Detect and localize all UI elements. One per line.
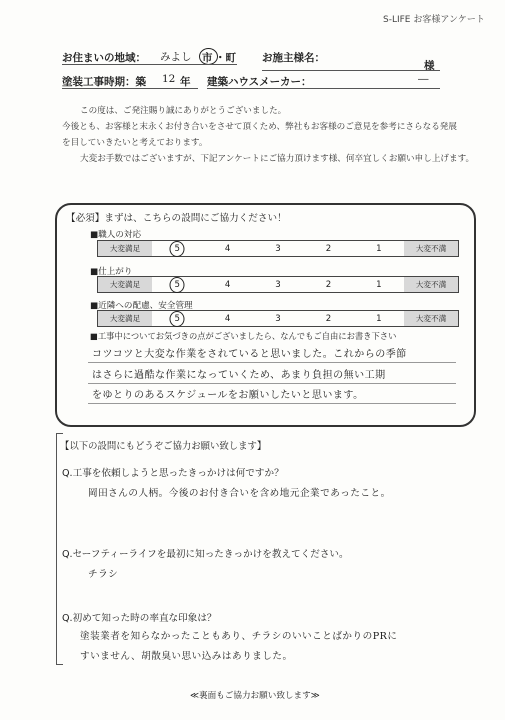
answer-3-line-2: すいません、胡散臭い思い込みはありました。 <box>80 651 293 662</box>
comment-line-1: コツコツと大変な作業をされていると思いました。これからの季節 <box>92 349 407 360</box>
owner-name-underline <box>262 70 440 71</box>
rating-option-1[interactable]: 1 <box>376 243 382 254</box>
intro-line-2: 今後とも、お客様と末永くお付き合いをさせて頂くため、弊社もお客様のご意見を参考にさらなる発展 <box>62 122 457 132</box>
rating-option-1[interactable]: 1 <box>376 279 382 290</box>
maker-value: ― <box>418 73 429 85</box>
comment-line-2: はさらに過酷な作業になっていくため、あまり負担の無い工期 <box>92 370 386 381</box>
town-mark: ・町 <box>215 52 236 64</box>
owner-name-suffix: 様 <box>424 60 435 72</box>
required-section-title: 【必須】まずは、こちらの設問にご協力ください！ <box>66 213 287 224</box>
comment-rule-3 <box>88 403 456 404</box>
question-2: Q.セーフティーライフを最初に知ったきっかけを教えてください。 <box>62 549 349 560</box>
survey-header-tag: S-LIFE お客様アンケート <box>383 15 485 25</box>
rating-item-3-label: ■近隣への配慮、安全管理 <box>90 301 193 311</box>
city-mark: 市 <box>202 52 213 64</box>
answer-2-line-1: チラシ <box>88 569 119 580</box>
comment-label: ■工事中についてお気づきの点がございましたら、なんでもご自由にお書き下さい <box>90 331 397 341</box>
rating-option-1[interactable]: 1 <box>376 313 382 324</box>
period-label: 塗装工事時期：築 <box>62 76 146 88</box>
area-underline <box>62 64 237 65</box>
period-suffix: 年 <box>180 76 191 88</box>
rating-low-label: 大変不満 <box>404 311 458 326</box>
rating-option-5[interactable]: 5 <box>152 311 202 326</box>
rating-option-3[interactable]: 3 <box>275 279 281 290</box>
rating-option-4[interactable]: 4 <box>224 243 231 254</box>
owner-name-label: お施主様名： <box>262 52 325 64</box>
area-label: お住まいの地域： <box>62 52 146 64</box>
rating-option-4[interactable]: 4 <box>224 313 231 324</box>
optional-section-title: 【以下の設問にもどうぞご協力お願い致します】 <box>60 441 267 452</box>
maker-underline <box>207 88 440 89</box>
rating-item-1-label: ■職人の対応 <box>90 230 142 240</box>
rating-high-label: 大変満足 <box>98 277 152 292</box>
rating-option-2[interactable]: 2 <box>325 313 332 324</box>
intro-line-1: この度は、ご発注賜り誠にありがとうございました。 <box>80 106 287 116</box>
rating-low-label: 大変不満 <box>404 277 458 292</box>
rating-option-5[interactable]: 5 <box>152 277 202 292</box>
rating-low-label: 大変不満 <box>404 241 458 256</box>
answer-1-line-1: 岡田さんの人柄。今後のお付き合いを含め地元企業であったこと。 <box>88 488 391 499</box>
rating-scale-2 <box>97 276 459 293</box>
period-underline <box>62 88 198 89</box>
intro-line-3: を目していきたいと考えております。 <box>62 138 208 148</box>
rating-item-2-label: ■仕上がり <box>90 267 133 277</box>
rating-option-3[interactable]: 3 <box>275 243 281 254</box>
rating-option-4[interactable]: 4 <box>224 279 231 290</box>
rating-option-5[interactable]: 5 <box>152 241 202 256</box>
question-1: Q.工事を依頼しようと思ったきっかけは何ですか？ <box>62 468 284 479</box>
rating-option-3[interactable]: 3 <box>275 313 281 324</box>
footer-note: ≪裏面もご協力お願い致します≫ <box>190 691 320 701</box>
rating-option-2[interactable]: 2 <box>325 279 332 290</box>
rating-high-label: 大変満足 <box>98 311 152 326</box>
intro-line-4: 大変お手数ではございますが、下記アンケートにご協力頂けます様、何卒宜しくお願い申し上げます。 <box>80 154 475 164</box>
question-3: Q.初めて知った時の率直な印象は？ <box>62 613 217 624</box>
area-value: みよし <box>160 51 192 63</box>
rating-high-label: 大変満足 <box>98 241 152 256</box>
comment-rule-1 <box>88 362 456 363</box>
rating-scale-1 <box>97 240 459 257</box>
comment-rule-2 <box>88 383 456 384</box>
maker-label: 建築ハウスメーカー： <box>207 76 312 88</box>
period-value: 12 <box>162 73 176 85</box>
rating-option-2[interactable]: 2 <box>325 243 332 254</box>
answer-3-line-1: 塗装業者を知らなかったこともあり、チラシのいいことばかりのPRに <box>80 631 398 642</box>
rating-scale-3 <box>97 310 459 327</box>
comment-line-3: をゆとりのあるスケジュールをお願いしたいと思います。 <box>92 390 364 401</box>
